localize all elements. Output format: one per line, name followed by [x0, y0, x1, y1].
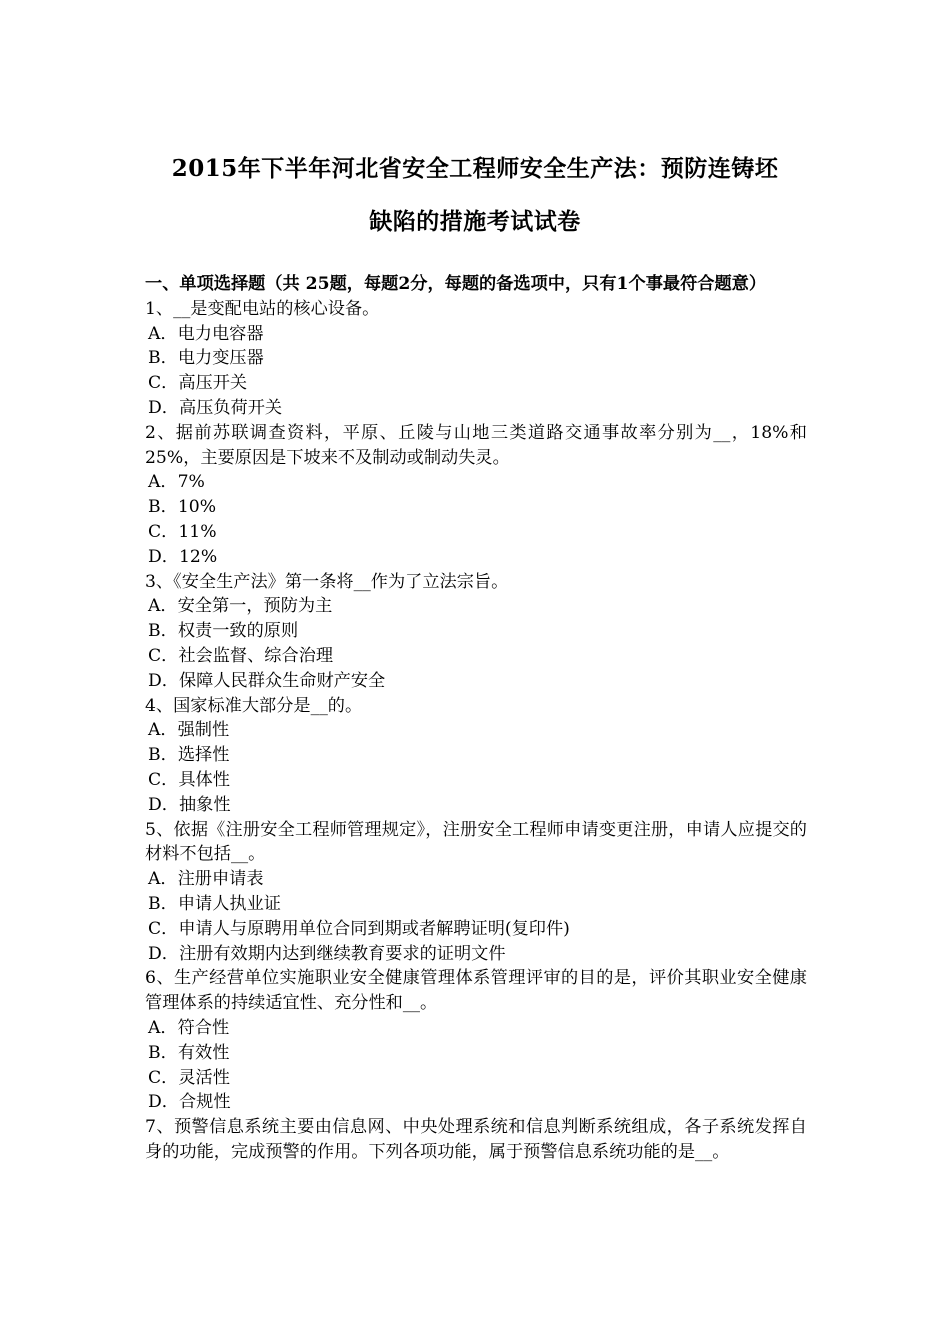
question-2: [145, 421, 807, 570]
question-text: 7、预警信息系统主要由信息网、中央处理系统和信息判断系统组成，各子系统发挥自身的功能，完成预警的作用。下列各项功能，属于预警信息系统功能的是__。: [145, 1117, 807, 1162]
option-c: C．灵活性: [148, 1067, 230, 1088]
section-heading: 一、单项选择题（共 25题，每题2分，每题的备选项中，只有1个事最符合题意）: [145, 274, 767, 294]
option-b: B．申请人执业证: [148, 893, 281, 914]
option-b: B．电力变压器: [148, 348, 264, 369]
question-5: [145, 818, 807, 967]
option-b: B．选择性: [148, 745, 230, 766]
question-text: 2、据前苏联调查资料，平原、丘陵与山地三类道路交通事故率分别为__，18%和25%，主要原因是下坡来不及制动或制动失灵。: [145, 422, 807, 468]
option-c: C．高压开关: [148, 373, 248, 394]
option-a: A．符合性: [148, 1017, 230, 1038]
option-a: A．注册申请表: [148, 869, 264, 890]
option-c: C．社会监督、综合治理: [148, 645, 334, 666]
option-d: D．12%: [148, 546, 218, 567]
option-a: A．强制性: [148, 720, 230, 741]
option-d: D．保障人民群众生命财产安全: [148, 670, 386, 691]
option-d: D．注册有效期内达到继续教育要求的证明文件: [148, 943, 506, 964]
option-b: B．权责一致的原则: [148, 621, 299, 642]
option-c: C．11%: [148, 521, 217, 542]
question-6: [145, 966, 807, 1115]
question-text: 3、《安全生产法》第一条将__作为了立法宗旨。: [145, 571, 509, 592]
document-title-line-1: 2015年下半年河北省安全工程师安全生产法：预防连铸坯: [171, 155, 779, 182]
option-d: D．合规性: [148, 1092, 231, 1113]
option-d: D．高压负荷开关: [148, 397, 283, 418]
question-text: 5、依据《注册安全工程师管理规定》，注册安全工程师申请变更注册，申请人应提交的材料不包括__。: [145, 819, 807, 865]
document-title-line-2: 缺陷的措施考试试卷: [369, 208, 581, 235]
option-a: A．安全第一，预防为主: [148, 596, 333, 617]
option-c: C．具体性: [148, 769, 230, 790]
question-3: [145, 570, 807, 694]
question-4: [145, 694, 807, 818]
option-a: A．7%: [148, 472, 205, 493]
option-a: A．电力电容器: [148, 323, 264, 344]
option-b: B．有效性: [148, 1042, 230, 1063]
option-b: B．10%: [148, 497, 217, 518]
question-text: 4、国家标准大部分是__的。: [145, 695, 363, 716]
question-text: 6、生产经营单位实施职业安全健康管理体系管理评审的目的是，评价其职业安全健康管理体系的持续适宜性、充分性和__。: [145, 968, 807, 1014]
document-body: [145, 272, 807, 1165]
question-1: [145, 297, 807, 421]
question-text: 1、__是变配电站的核心设备。: [145, 298, 380, 319]
option-c: C．申请人与原聘用单位合同到期或者解聘证明(复印件): [148, 918, 570, 939]
question-7: [145, 1115, 807, 1165]
option-d: D．抽象性: [148, 794, 231, 815]
